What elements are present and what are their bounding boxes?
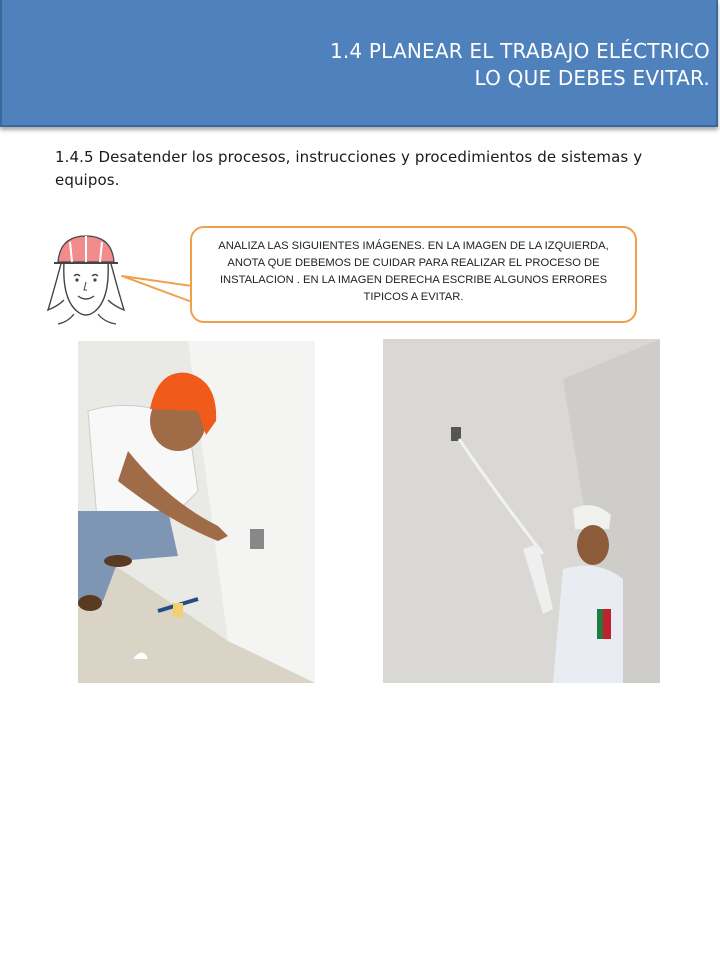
helmet-girl-icon xyxy=(44,230,130,326)
instruction-text: 1.4.5 Desatender los procesos, instrucciones y procedimientos de sistemas y equipos. xyxy=(55,148,643,189)
header-title: 1.4 PLANEAR EL TRABAJO ELÉCTRICO xyxy=(329,39,710,63)
speech-bubble-tail xyxy=(120,268,200,308)
speech-bubble xyxy=(190,226,637,323)
header-banner xyxy=(0,0,718,127)
bubble-text: ANALIZA LAS SIGUIENTES IMÁGENES. EN LA IMAGEN DE LA IZQUIERDA, ANOTA QUE DEBEMOS DE CUIDAR PARA REALIZAR EL PROCESO DE INSTALACION . EN LA IMAGEN DERECHA ESCRIBE ALGUNOS ERRORES TIPICOS A EVITAR. xyxy=(218,240,609,303)
header-subtitle: LO QUE DEBES EVITAR. xyxy=(474,66,710,90)
photo-electrician-left xyxy=(78,341,315,683)
photo-electrician-right xyxy=(383,339,660,683)
